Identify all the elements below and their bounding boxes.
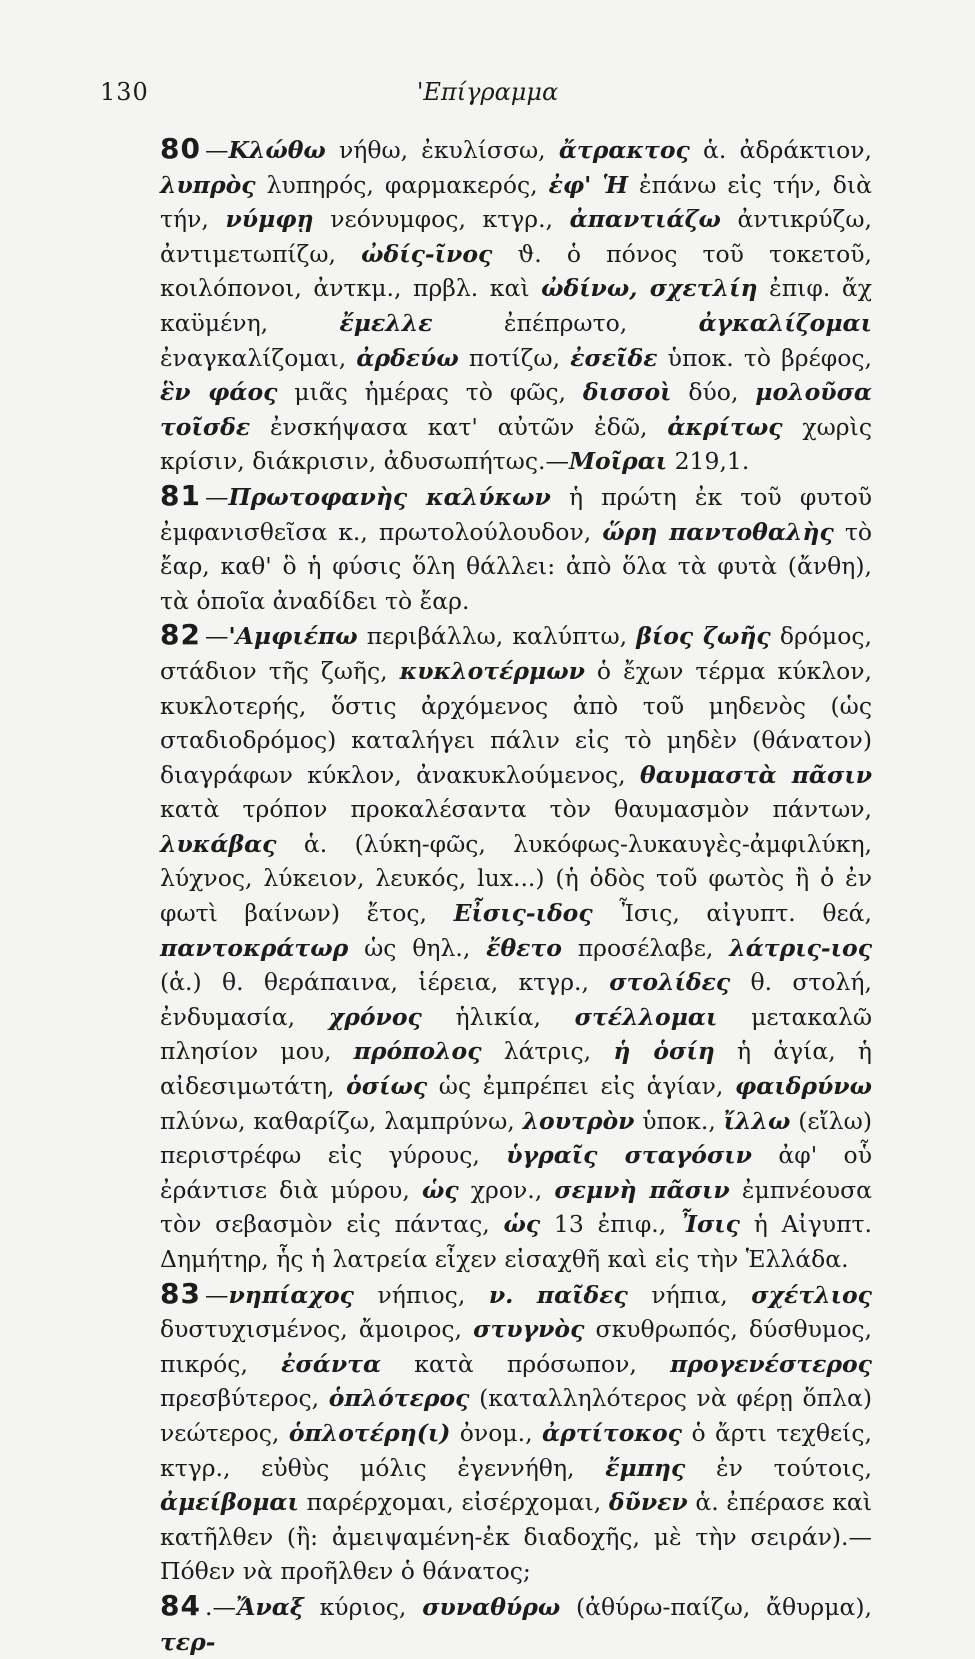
entry-text: σκυθρωπός, δύσθυμος, πικρός,	[160, 1315, 872, 1378]
lemma-term: ὡς	[421, 1175, 459, 1204]
entry-text: χρον.,	[458, 1175, 555, 1204]
entry-number: 84	[160, 1588, 201, 1622]
entry-number: 83	[160, 1276, 201, 1310]
lemma-term: χρόνος	[328, 1002, 422, 1031]
lemma-term: ἐσάντα	[281, 1349, 382, 1378]
lemma-term: ἓν φάος	[160, 378, 278, 407]
entry-84	[100, 1589, 872, 1659]
lemma-term: ὥρη παντοθαλὴς	[602, 517, 834, 546]
lemma-term: ἀγκαλίζομαι	[698, 308, 872, 337]
entry-text: δύο,	[671, 378, 756, 407]
entry-text: (ἁ.) θ. θεράπαινα, ἱέρεια, κτγρ.,	[160, 968, 610, 997]
lemma-term: νύμφῃ	[225, 205, 314, 234]
entry-82	[100, 618, 872, 1276]
lemma-term: ἀρτίτοκος	[542, 1418, 682, 1447]
lemma-term: ἀμείβομαι	[160, 1488, 299, 1517]
entry-text: περιβάλλω, καλύπτω,	[357, 622, 637, 651]
entry-text: τὸ ἔαρ, καθ' ὃ ἡ φύσις ὅλη θάλλει: ἀπὸ ὅλα τὰ φυτὰ (ἄνθη), τὰ ὁποῖα ἀναδίδει τὸ ἔαρ.	[160, 517, 873, 615]
entry-text: 219,1.	[667, 447, 750, 476]
lemma-term: ἄτρακτος	[558, 136, 690, 164]
entry-text: παρέρχομαι, εἰσέρχομαι,	[298, 1488, 609, 1517]
lemma-term: Εἶσις-ιδος	[453, 899, 593, 928]
entry-text: —	[204, 1280, 229, 1309]
lemma-term: Ἡ	[602, 170, 629, 199]
entry-text	[591, 171, 602, 199]
entry-text: προσέλαβε,	[561, 933, 730, 962]
entry-text: ὡς θηλ.,	[348, 933, 487, 962]
lemma-term: ἐφ'	[548, 170, 592, 199]
lemma-term: ὠδίνω, σχετλίη	[541, 274, 758, 303]
lemma-term: συναθύρω	[422, 1592, 561, 1621]
lemma-term: λάτρις-ιος	[729, 933, 873, 962]
entry-80	[100, 132, 872, 479]
entry-text: ἡ πρώτη ἐκ τοῦ φυτοῦ ἐμφανισθεῖσα κ., πρωτολούλουδον,	[160, 482, 873, 546]
lemma-term: ἡ ὁσίη	[613, 1037, 715, 1066]
entry-text: πρεσβύτερος,	[160, 1384, 329, 1413]
entry-text: ἐνσκήψασα κατ' αὐτῶν ἐδῶ,	[250, 412, 668, 441]
entry-text: ποτίζω,	[458, 343, 571, 372]
lemma-term: στολίδες	[609, 968, 731, 997]
lemma-term: ἔθετο	[486, 933, 562, 962]
entry-text: νήπια,	[627, 1280, 752, 1309]
entry-text: ὁ ἔχων τέρμα κύκλον, κυκλοτερής, ὅστις ἀρχόμενος ἀπὸ τοῦ μηδενὸς (ὡς σταδιοδρόμος) καταλήγει πάλιν εἰς τὸ μηδὲν (θάνατον) διαγράφων κύκλον, ἀνακυκλούμενος,	[160, 656, 872, 789]
entry-text: —	[204, 136, 229, 164]
entry-text: χωρὶς κρίσιν, διάκρισιν, ἀδυσωπήτως.—	[160, 412, 872, 476]
lemma-term: προγενέστερος	[670, 1349, 872, 1378]
lemma-term: πρόπολος	[353, 1037, 482, 1066]
lemma-term: παῖδες	[536, 1280, 628, 1309]
lemma-term: ἐσεῖδε	[570, 343, 658, 372]
entry-text: ἡ Αἰγυπτ. Δημήτηρ, ἧς ἡ λατρεία εἶχεν εἰσαχθῆ καὶ εἰς τὴν Ἑλλάδα.	[160, 1210, 873, 1273]
lemma-term: νηπίαχος	[228, 1280, 354, 1309]
lemma-term: ἴλλω	[723, 1106, 791, 1135]
entry-text: ἁ. ἐπέρασε καὶ κατῆλθεν (ἢ: ἀμειψαμένη-ἐκ διαδοχῆς, μὲ τὴν σειράν).—Πόθεν νὰ προῆλθεν ὁ θάνατος;	[160, 1488, 872, 1586]
entry-83	[100, 1277, 872, 1589]
entry-text: ἐναγκαλίζομαι,	[160, 343, 357, 372]
lemma-term: ἀκρίτως	[667, 412, 783, 441]
lemma-term: 'Αμφιέπω	[228, 622, 358, 651]
lemma-term: βίος ζωῆς	[636, 622, 771, 651]
entry-text: θ. στολή, ἐνδυμασία,	[160, 968, 872, 1031]
entry-text: ὑποκ.,	[634, 1106, 724, 1135]
entry-text: Ἶσις, αἰγυπτ. θεά,	[592, 899, 872, 928]
entry-text: ἡ ἁγία, ἡ αἰδεσιμωτάτη,	[160, 1037, 872, 1101]
entry-text: μιᾶς ἡμέρας τὸ φῶς,	[277, 378, 583, 407]
entry-text: λάτρις,	[481, 1037, 614, 1066]
lemma-term: δισσοὶ	[582, 378, 672, 407]
lemma-term: Πρωτοφανὴς καλύκων	[228, 482, 551, 511]
entry-text: ἐπέπρωτο,	[432, 308, 699, 337]
entry-text: —	[204, 622, 229, 651]
lemma-term: λουτρὸν	[522, 1106, 635, 1135]
lemma-term: Μοῖραι	[568, 447, 668, 476]
entry-text: (εἴλω) περιστρέφω εἰς γύρους,	[160, 1106, 872, 1170]
body-text	[100, 132, 872, 1659]
entry-text: ἐμπνέουσα τὸν σεβασμὸν εἰς πάντας,	[160, 1175, 872, 1239]
lemma-term: Κλώθω	[228, 136, 326, 164]
entry-text: ὑποκ. τὸ βρέφος,	[657, 343, 872, 372]
lemma-term: δῦνεν	[608, 1488, 688, 1517]
lemma-term: μολοῦσα τοῖσδε	[160, 378, 872, 441]
entry-text: ϑ. ὁ πόνος τοῦ τοκετοῦ, κοιλόπονοι, ἀντκμ., πρβλ. καὶ	[160, 239, 872, 303]
entry-text: δυστυχισμένος, ἄμοιρος,	[160, 1315, 474, 1344]
entry-text: νήπιος,	[353, 1280, 489, 1309]
lemma-term: ἔμπης	[605, 1453, 686, 1482]
lemma-term: ὁπλότερος	[328, 1384, 470, 1413]
lemma-term: κυκλοτέρμων	[399, 656, 585, 685]
lemma-term: Ἄναξ	[235, 1592, 304, 1621]
entry-text: νεόνυμφος, κτγρ.,	[313, 205, 570, 234]
entry-text: ἀφ' οὗ ἐράντισε διὰ μύρου,	[160, 1141, 872, 1204]
lemma-term: θαυμαστὰ πᾶσιν	[640, 760, 872, 789]
lemma-term: ὁσίως	[346, 1072, 428, 1101]
entry-text: ἡλικία,	[421, 1002, 575, 1031]
lemma-term: ν.	[488, 1280, 514, 1309]
entry-text: δρόμος, στάδιον τῆς ζωῆς,	[160, 622, 872, 685]
entry-text: ὀνομ.,	[450, 1418, 543, 1447]
entry-text: ἐπάνω εἰς τήν, διὰ τήν,	[160, 170, 872, 234]
entry-text: (καταλληλότερος νὰ φέρῃ ὅπλα) νεώτερος,	[160, 1384, 873, 1447]
entry-text: ἐν τούτοις,	[685, 1453, 873, 1482]
page-number: 130	[100, 78, 149, 106]
lemma-term: ὡς	[503, 1210, 541, 1239]
entry-text: πλύνω, καθαρίζω, λαμπρύνω,	[160, 1106, 523, 1135]
entry-text: κύριος,	[303, 1592, 423, 1621]
entry-text: .—	[204, 1592, 236, 1621]
entry-number: 81	[160, 478, 201, 512]
entry-text: νήθω, ἐκυλίσσω,	[325, 136, 559, 164]
entry-number: 80	[160, 132, 201, 165]
lemma-term: ὠδίς-ῖνος	[361, 239, 493, 268]
entry-text: 13 ἐπιφ.,	[540, 1210, 680, 1239]
lemma-term: ἀρδεύω	[356, 343, 459, 372]
entry-text: ἀντικρύζω, ἀντιμετωπίζω,	[160, 205, 873, 268]
lemma-term: σεμνὴ πᾶσιν	[554, 1175, 730, 1204]
page-header	[100, 78, 875, 118]
lemma-term: τερ-	[160, 1627, 216, 1656]
lemma-term: λυπρὸς	[160, 170, 256, 199]
lemma-term: ὑγραῖς σταγόσιν	[506, 1141, 752, 1170]
lemma-term: λυκάβας	[160, 829, 277, 858]
lemma-term: ἀπαντιάζω	[569, 205, 721, 234]
entry-text: ἐπιφ. ἄχ καϋμένη,	[160, 274, 872, 337]
lemma-term: φαιδρύνω	[734, 1072, 872, 1101]
entry-text: κατὰ πρόσωπον,	[381, 1349, 671, 1378]
entry-text: κατὰ τρόπον προκαλέσαντα τὸν θαυμασμὸν πάντων,	[160, 795, 872, 824]
entry-text: (ἀθύρω-παίζω, ἄθυρμα),	[560, 1592, 872, 1621]
entry-text: λυπηρός, φαρμακερός,	[255, 170, 549, 199]
entry-number: 82	[160, 618, 201, 652]
entry-text	[513, 1281, 537, 1309]
running-title: 'Επίγραμμα	[416, 78, 559, 106]
lemma-term: ἔμελλε	[339, 308, 433, 337]
entry-text: ὁ ἄρτι τεχθείς, κτγρ., εὐθὺς μόλις ἐγεννήθη,	[160, 1418, 872, 1482]
entry-text: ἁ. (λύκη-φῶς, λυκόφως-λυκαυγὲς-ἀμφιλύκη, λύχνος, λύκειον, λευκός, lux...) (ἡ ὁδὸς τοῦ φωτὸς ἢ ὁ ἐν φωτὶ βαίνων) ἔτος,	[160, 829, 872, 928]
lemma-term: ὁπλοτέρη(ι)	[288, 1418, 451, 1447]
lemma-term: στυγνὸς	[473, 1315, 585, 1344]
entry-text: ὡς ἐμπρέπει εἰς ἁγίαν,	[427, 1072, 735, 1101]
lemma-term: σχέτλιος	[751, 1280, 872, 1309]
lemma-term: Ἶσις	[680, 1210, 740, 1239]
entry-text: ἁ. ἀδράκτιον,	[689, 136, 872, 164]
entry-text: μετακαλῶ πλησίον μου,	[160, 1002, 872, 1066]
entry-81	[100, 479, 872, 618]
entry-text: —	[204, 482, 229, 511]
lemma-term: παντοκράτωρ	[160, 933, 349, 962]
lemma-term: στέλλομαι	[574, 1002, 718, 1031]
